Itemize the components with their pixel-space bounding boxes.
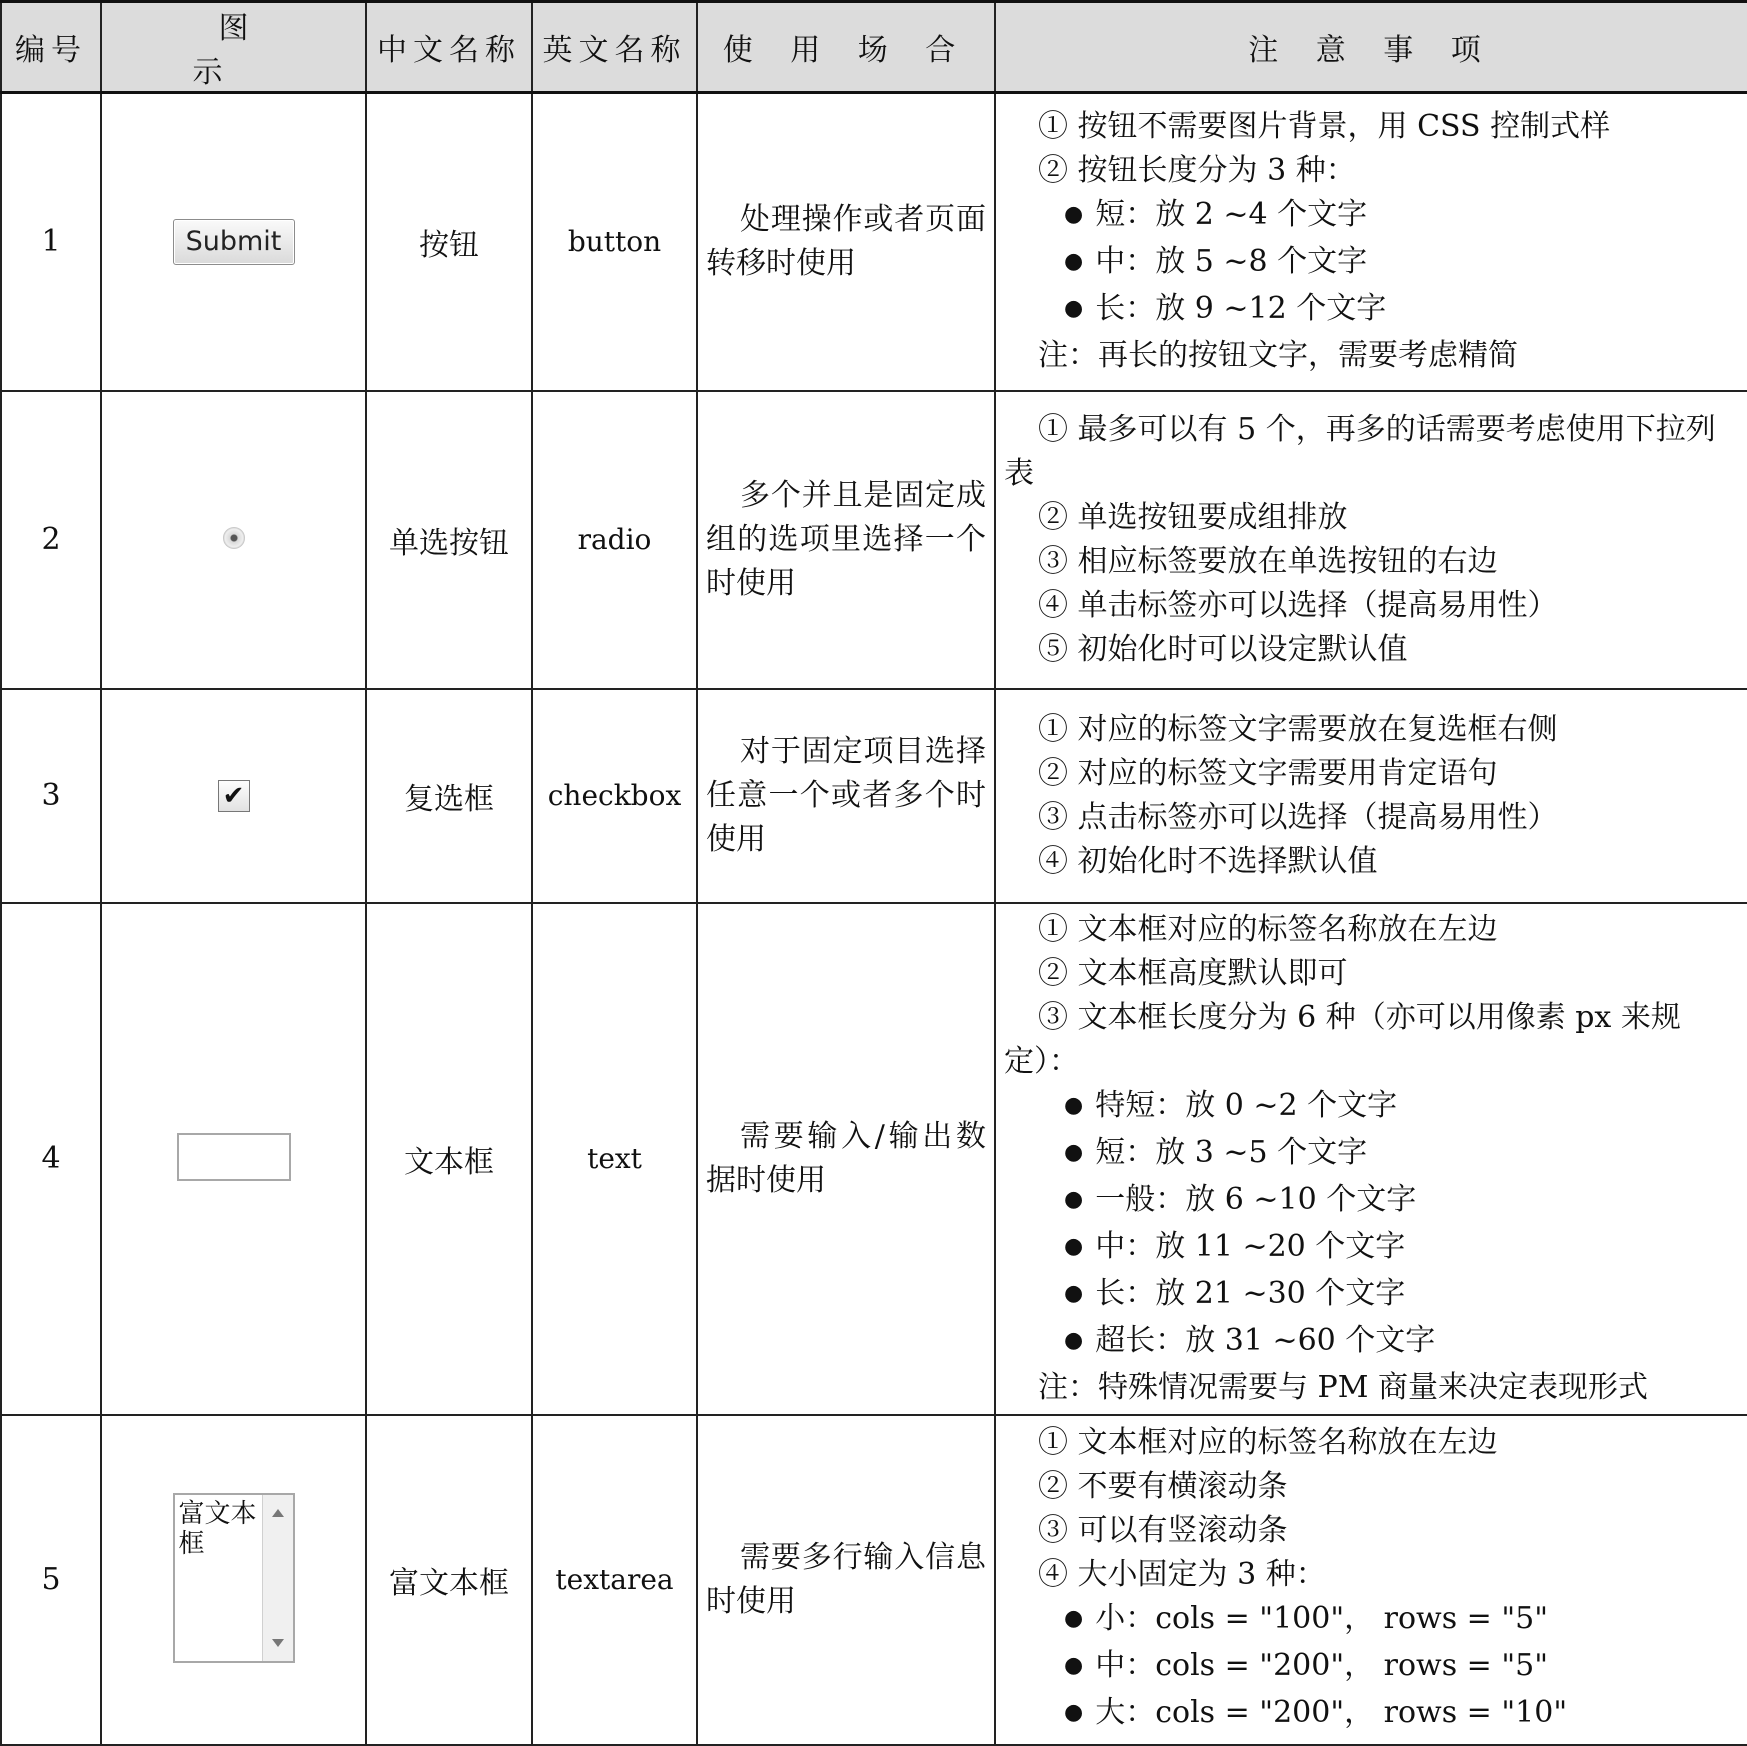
icon-cell	[101, 689, 366, 903]
submit-button-icon: Submit	[173, 219, 295, 265]
row-num: 3	[1, 689, 101, 903]
notes	[995, 391, 1747, 689]
note-line: ① 文本框对应的标签名称放在左边	[1038, 911, 1498, 947]
note-bullet: ● 特短：放 0 ~2 个文字	[1004, 1084, 1739, 1131]
cn-name: 文本框	[366, 903, 532, 1415]
table-row	[1, 93, 1747, 391]
note-line: ② 按钮长度分为 3 种：	[1038, 153, 1356, 189]
en-name: radio	[532, 391, 697, 689]
header-num: 编号	[1, 2, 101, 93]
row-num: 2	[1, 391, 101, 689]
note-line: ② 不要有横滚动条	[1038, 1469, 1288, 1504]
note-line: ④ 单击标签亦可以选择（提高易用性）	[1038, 587, 1558, 623]
note-bullet: ● 大：cols = "200"， rows = "10"	[1004, 1691, 1739, 1738]
table-row	[1, 689, 1747, 903]
usage-text: 对于固定项目选择任意一个或者多个时使用	[706, 733, 986, 857]
table-row	[1, 1415, 1747, 1745]
scrollbar-track-icon	[262, 1495, 293, 1661]
header-cn: 中文名称	[366, 2, 532, 93]
icon-cell	[101, 391, 366, 689]
en-name: button	[532, 93, 697, 391]
cn-name: 单选按钮	[366, 391, 532, 689]
text-input-icon	[177, 1133, 291, 1181]
usage-text: 多个并且是固定成组的选项里选择一个时使用	[706, 477, 986, 601]
note-bullet: ● 一般：放 6 ~10 个文字	[1004, 1178, 1739, 1225]
note-bullet: ● 长：放 9 ~12 个文字	[1004, 287, 1739, 334]
note-line: 注：再长的按钮文字，需要考虑精简	[1038, 338, 1518, 374]
header-use: 使 用 场 合	[697, 2, 995, 93]
icon-cell	[101, 93, 366, 391]
icon-cell	[101, 1415, 366, 1745]
note-line: ② 对应的标签文字需要用肯定语句	[1038, 755, 1498, 791]
header-icon: 图 示	[101, 2, 366, 93]
note-line: ③ 点击标签亦可以选择（提高易用性）	[1038, 799, 1558, 835]
usage	[697, 903, 995, 1415]
table-row	[1, 903, 1747, 1415]
header-note: 注 意 事 项	[995, 2, 1747, 93]
checkbox-checked-icon: ✔	[218, 780, 250, 812]
note-line: ① 对应的标签文字需要放在复选框右侧	[1038, 711, 1558, 747]
usage-text: 需要多行输入信息时使用	[706, 1539, 986, 1619]
note-line: ① 按钮不需要图片背景，用 CSS 控制式样	[1038, 109, 1611, 145]
header-row	[1, 2, 1747, 93]
en-name: textarea	[532, 1415, 697, 1745]
note-line: ④ 初始化时不选择默认值	[1038, 843, 1378, 879]
usage	[697, 689, 995, 903]
arrow-up-icon	[272, 1509, 284, 1517]
usage	[697, 1415, 995, 1745]
row-num: 5	[1, 1415, 101, 1745]
cn-name: 富文本框	[366, 1415, 532, 1745]
notes	[995, 93, 1747, 391]
usage	[697, 93, 995, 391]
note-line: ① 最多可以有 5 个，再多的话需要考虑使用下拉列表	[1004, 411, 1716, 491]
notes	[995, 1415, 1747, 1745]
note-line: ③ 可以有竖滚动条	[1038, 1513, 1288, 1548]
usage-text: 需要输入/输出数据时使用	[706, 1118, 986, 1198]
note-bullet: ● 短：放 2 ~4 个文字	[1004, 193, 1739, 240]
note-line: ④ 大小固定为 3 种：	[1038, 1557, 1326, 1592]
usage-text: 处理操作或者页面转移时使用	[706, 201, 986, 281]
note-line: ② 文本框高度默认即可	[1038, 955, 1348, 991]
table-row	[1, 391, 1747, 689]
note-bullet: ● 超长：放 31 ~60 个文字	[1004, 1319, 1739, 1366]
note-bullet: ● 短：放 3 ~5 个文字	[1004, 1131, 1739, 1178]
arrow-down-icon	[272, 1639, 284, 1647]
note-line: ③ 相应标签要放在单选按钮的右边	[1038, 543, 1498, 579]
note-line: ② 单选按钮要成组排放	[1038, 499, 1348, 535]
note-line: ③ 文本框长度分为 6 种（亦可以用像素 px 来规定）：	[1004, 999, 1681, 1079]
en-name: text	[532, 903, 697, 1415]
notes	[995, 689, 1747, 903]
header-en: 英文名称	[532, 2, 697, 93]
radio-button-icon	[223, 527, 245, 549]
textarea-icon-label: 富文本框	[178, 1498, 257, 1559]
textarea-icon	[173, 1493, 295, 1663]
cn-name: 按钮	[366, 93, 532, 391]
cn-name: 复选框	[366, 689, 532, 903]
notes	[995, 903, 1747, 1415]
usage	[697, 391, 995, 689]
note-bullet: ● 小：cols = "100"， rows = "5"	[1004, 1597, 1739, 1644]
note-line: ① 文本框对应的标签名称放在左边	[1038, 1425, 1498, 1460]
note-bullet: ● 中：放 5 ~8 个文字	[1004, 240, 1739, 287]
row-num: 4	[1, 903, 101, 1415]
note-line: ⑤ 初始化时可以设定默认值	[1038, 631, 1408, 667]
en-name: checkbox	[532, 689, 697, 903]
row-num: 1	[1, 93, 101, 391]
note-line: 注：特殊情况需要与 PM 商量来决定表现形式	[1038, 1369, 1648, 1405]
note-bullet: ● 长：放 21 ~30 个文字	[1004, 1272, 1739, 1319]
note-bullet: ● 中：cols = "200"， rows = "5"	[1004, 1644, 1739, 1691]
note-bullet: ● 中：放 11 ~20 个文字	[1004, 1225, 1739, 1272]
icon-cell	[101, 903, 366, 1415]
